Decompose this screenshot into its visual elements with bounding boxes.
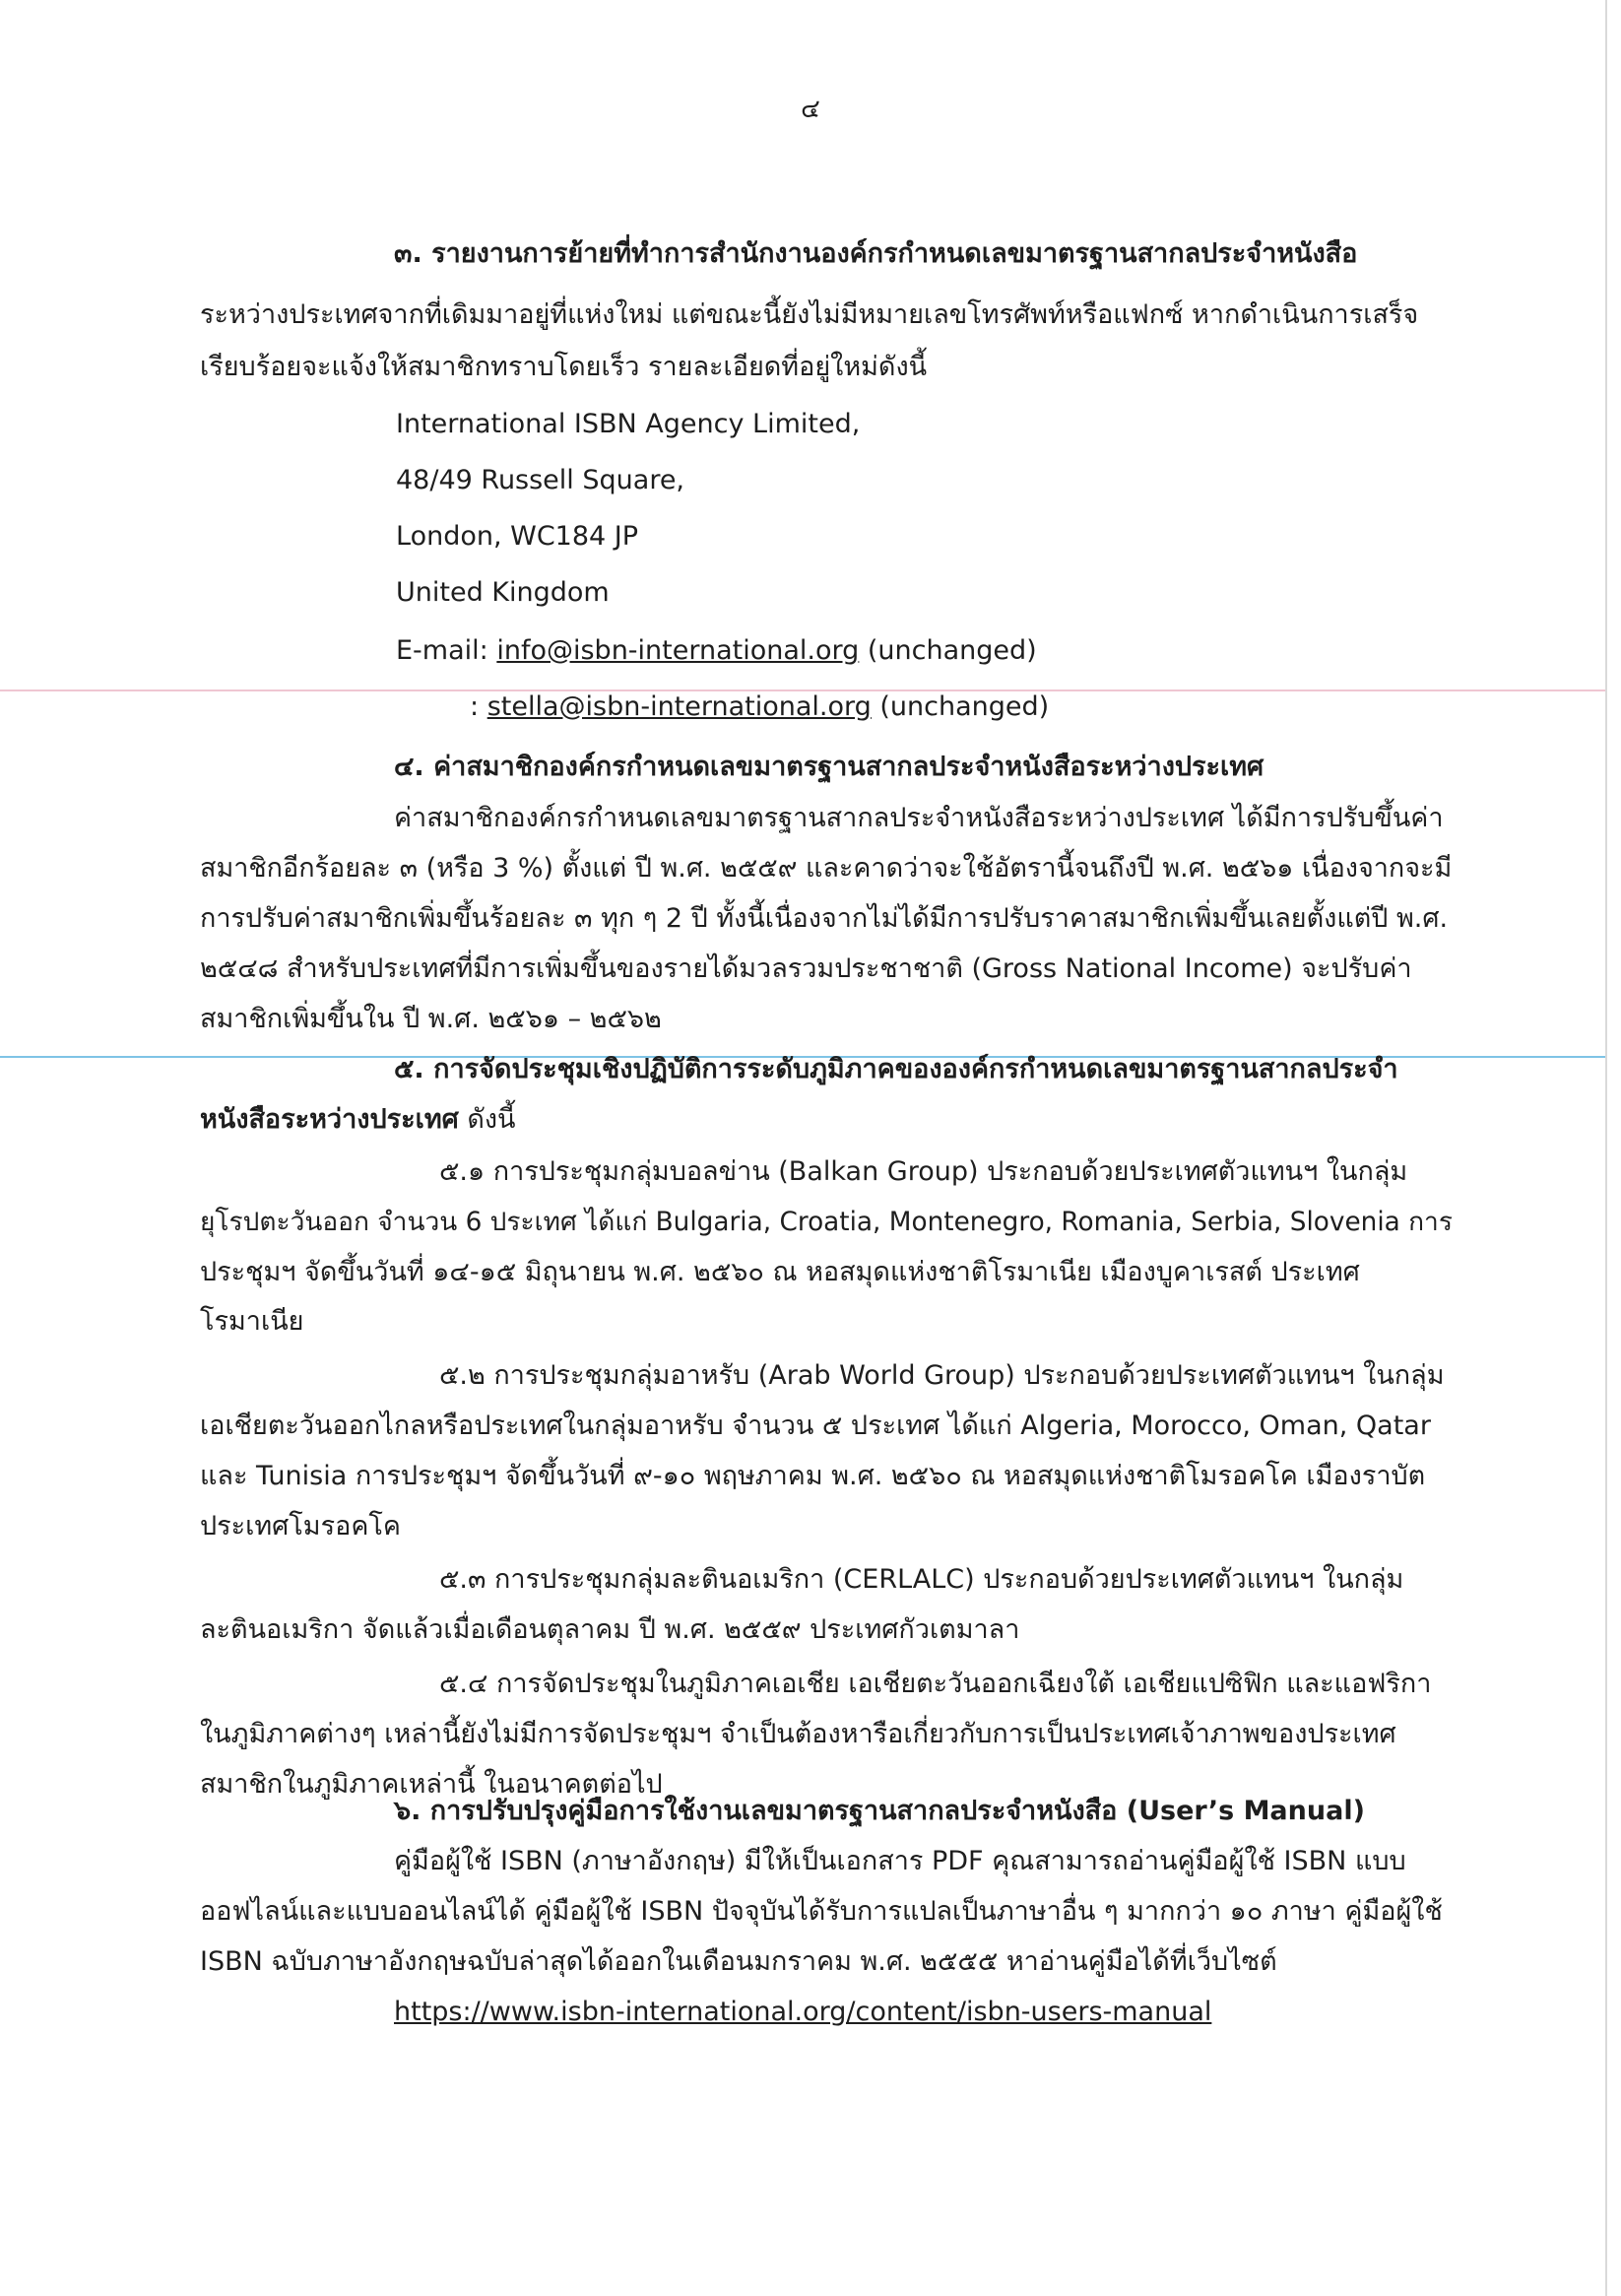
section4-line-4: ๒๕๔๘ สำหรับประเทศที่มีการเพิ่มขึ้นของรายได้มวลรวมประชาชาติ (Gross National Income) จะปรับค่า bbox=[200, 953, 1412, 984]
sub1-line-2: ยุโรปตะวันออก จำนวน 6 ประเทศ ได้แก่ Bulgaria, Croatia, Montenegro, Romania, Serbia, Slovenia การ bbox=[200, 1208, 1453, 1237]
section5-heading-rest: ดังนี้ bbox=[458, 1104, 516, 1135]
section4-line-2: สมาชิกอีกร้อยละ ๓ (หรือ 3 %) ตั้งแต่ ปี พ.ศ. ๒๕๕๙ และคาดว่าจะใช้อัตรานี้จนถึงปี พ.ศ. ๒๕๖๑ เนื่องจากจะมี bbox=[200, 853, 1453, 884]
email2-prefix: : bbox=[470, 691, 487, 722]
email-label: E-mail: bbox=[396, 635, 497, 666]
section6-line-3: ISBN ฉบับภาษาอังกฤษฉบับล่าสุดได้ออกในเดือนมกราคม พ.ศ. ๒๕๕๕ หาอ่านคู่มือได้ที่เว็บไซต์ bbox=[200, 1946, 1277, 1977]
section6-line-2: ออฟไลน์และแบบออนไลน์ได้ คู่มือผู้ใช้ ISBN ปัจจุบันได้รับการแปลเป็นภาษาอื่น ๆ มากกว่า ๑๐ ภาษา คู่มือผู้ใช้ bbox=[200, 1896, 1443, 1927]
address-line-1: International ISBN Agency Limited, bbox=[396, 409, 861, 439]
address-line-2: 48/49 Russell Square, bbox=[396, 465, 685, 495]
sub2-line-4: ประเทศโมรอคโค bbox=[200, 1511, 401, 1542]
page-number: ๔ bbox=[801, 95, 820, 124]
sub4-line-3: สมาชิกในภูมิภาคเหล่านี้ ในอนาคตต่อไป bbox=[200, 1769, 663, 1800]
sub1-line-1: ๕.๑ การประชุมกลุ่มบอลข่าน (Balkan Group) ประกอบด้วยประเทศตัวแทนฯ ในกลุ่ม bbox=[439, 1156, 1408, 1187]
section6-line-1: คู่มือผู้ใช้ ISBN (ภาษาอังกฤษ) มีให้เป็นเอกสาร PDF คุณสามารถอ่านคู่มือผู้ใช้ ISBN แบบ bbox=[394, 1846, 1406, 1876]
sub2-line-3: และ Tunisia การประชุมฯ จัดขึ้นวันที่ ๙-๑๐ พฤษภาคม พ.ศ. ๒๕๖๐ ณ หอสมุดแห่งชาติโมรอคโค เมืองราบัต bbox=[200, 1461, 1426, 1491]
section6-heading: ๖. การปรับปรุงคู่มือการใช้งานเลขมาตรฐานสากลประจำหนังสือ (User’s Manual) bbox=[394, 1796, 1365, 1826]
section5-heading-bold: หนังสือระหว่างประเทศ bbox=[200, 1104, 459, 1135]
email-unchanged-1: (unchanged) bbox=[859, 635, 1037, 666]
address-line-3: London, WC184 JP bbox=[396, 521, 639, 552]
section5-heading-line-2 bbox=[200, 1100, 516, 1140]
sub1-line-3: ประชุมฯ จัดขึ้นวันที่ ๑๔-๑๕ มิถุนายน พ.ศ. ๒๕๖๐ ณ หอสมุดแห่งชาติโรมาเนีย เมืองบูคาเรสต์ ประเทศ bbox=[200, 1257, 1360, 1287]
sub1-line-4: โรมาเนีย bbox=[200, 1306, 304, 1337]
email-link-stella[interactable]: stella@isbn-international.org bbox=[486, 691, 872, 722]
section5-heading: ๕. การจัดประชุมเชิงปฏิบัติการระดับภูมิภาคขององค์กรกำหนดเลขมาตรฐานสากลประจำ bbox=[394, 1054, 1398, 1084]
section4-line-5: สมาชิกเพิ่มขึ้นใน ปี พ.ศ. ๒๕๖๑ – ๒๕๖๒ bbox=[200, 1004, 662, 1034]
sub3-line-2: ละตินอเมริกา จัดแล้วเมื่อเดือนตุลาคม ปี พ.ศ. ๒๕๕๙ ประเทศกัวเตมาลา bbox=[200, 1614, 1020, 1645]
email-link-info[interactable]: info@isbn-international.org bbox=[496, 635, 860, 666]
users-manual-link[interactable]: https://www.isbn-international.org/content/isbn-users-manual bbox=[394, 1997, 1212, 2027]
email-unchanged-2: (unchanged) bbox=[871, 691, 1050, 722]
section3-line-1: ระหว่างประเทศจากที่เดิมมาอยู่ที่แห่งใหม่ แต่ขณะนี้ยังไม่มีหมายเลขโทรศัพท์หรือแฟกซ์ หากดำเนินการเสร็จ bbox=[200, 299, 1419, 330]
section4-heading: ๔. ค่าสมาชิกองค์กรกำหนดเลขมาตรฐานสากลประจำหนังสือระหว่างประเทศ bbox=[394, 752, 1264, 782]
sub2-line-2: เอเชียตะวันออกไกลหรือประเทศในกลุ่มอาหรับ จำนวน ๕ ประเทศ ได้แก่ Algeria, Morocco, Oman, Qatar bbox=[200, 1410, 1431, 1441]
sub3-line-1: ๕.๓ การประชุมกลุ่มละตินอเมริกา (CERLALC) ประกอบด้วยประเทศตัวแทนฯ ในกลุ่ม bbox=[439, 1564, 1404, 1595]
address-line-4: United Kingdom bbox=[396, 577, 610, 608]
section3-heading: ๓. รายงานการย้ายที่ทำการสำนักงานองค์กรกำหนดเลขมาตรฐานสากลประจำหนังสือ bbox=[394, 238, 1358, 269]
sub4-line-2: ในภูมิภาคต่างๆ เหล่านี้ยังไม่มีการจัดประชุมฯ จำเป็นต้องหารือเกี่ยวกับการเป็นประเทศเจ้าภาพของประเทศ bbox=[200, 1719, 1396, 1749]
sub4-line-1: ๕.๔ การจัดประชุมในภูมิภาคเอเชีย เอเชียตะวันออกเฉียงใต้ เอเชียแปซิฟิก และแอฟริกา bbox=[439, 1669, 1432, 1699]
section4-line-1: ค่าสมาชิกองค์กรกำหนดเลขมาตรฐานสากลประจำหนังสือระหว่างประเทศ ได้มีการปรับขึ้นค่า bbox=[394, 803, 1444, 833]
sub2-line-1: ๕.๒ การประชุมกลุ่มอาหรับ (Arab World Group) ประกอบด้วยประเทศตัวแทนฯ ในกลุ่ม bbox=[439, 1360, 1445, 1391]
section3-line-2: เรียบร้อยจะแจ้งให้สมาชิกทราบโดยเร็ว รายละเอียดที่อยู่ใหม่ดังนี้ bbox=[200, 352, 928, 382]
email-line-1 bbox=[396, 631, 1037, 671]
email-line-2 bbox=[470, 688, 1049, 727]
page-edge-shadow bbox=[1605, 0, 1607, 2296]
section4-line-3: การปรับค่าสมาชิกเพิ่มขึ้นร้อยละ ๓ ทุก ๆ 2 ปี ทั้งนี้เนื่องจากไม่ได้มีการปรับราคาสมาชิกเพิ่มขึ้นเลยตั้งแต่ปี พ.ศ. bbox=[200, 903, 1449, 934]
